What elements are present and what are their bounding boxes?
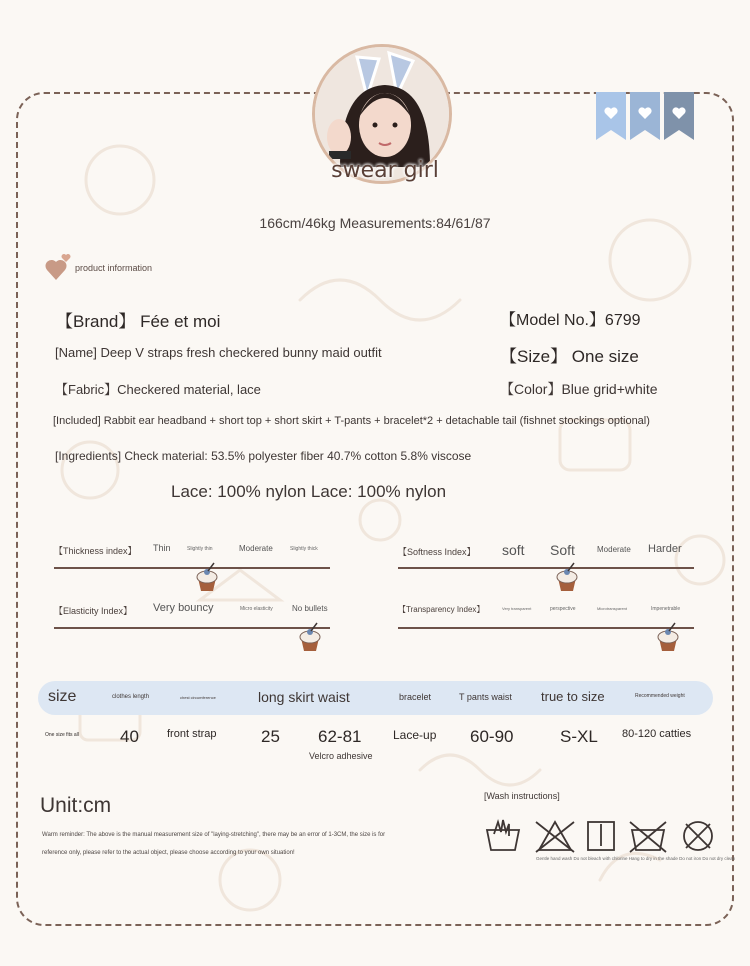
model-line: 【Model No.】6799 [500, 312, 641, 329]
thickness-scale [54, 567, 330, 569]
lace-line: Lace: 100% nylon Lace: 100% nylon [171, 482, 447, 501]
softness-opt: soft [502, 542, 525, 558]
transparency-opt: perspective [550, 606, 576, 612]
size-header: clothes length [112, 694, 150, 700]
size-header: long skirt waist [258, 689, 350, 705]
elasticity-scale [54, 627, 330, 629]
transparency-marker-icon [655, 622, 681, 652]
transparency-opt: Very transparent [502, 606, 532, 611]
thickness-opt: Thin [153, 543, 171, 553]
brand-line: 【Brand】 Fée et moi [56, 312, 221, 331]
size-value: One size fits all [45, 732, 79, 738]
size-header: T pants waist [459, 692, 512, 702]
warm-reminder-line-2: reference only, please refer to the actual object, please choose according to your own situation! [42, 850, 295, 856]
size-table-note: Velcro adhesive [309, 751, 373, 761]
size-value: 80-120 catties [622, 728, 692, 740]
size-header: true to size [541, 689, 605, 704]
softness-marker-icon [554, 562, 580, 592]
no-dry-clean-icon [684, 822, 712, 850]
transparency-opt: Impenetrable [651, 606, 681, 612]
thickness-opt: Slightly thick [290, 546, 318, 552]
wash-instructions-title: [Wash instructions] [484, 791, 560, 801]
wash-icons [484, 818, 718, 854]
softness-opt: Harder [648, 543, 682, 555]
size-header: bracelet [399, 692, 432, 702]
elasticity-opt: No bullets [292, 604, 328, 613]
softness-opt: Soft [550, 542, 575, 558]
brand-logo-text: swear girl [331, 158, 439, 183]
size-value: Lace-up [393, 728, 437, 742]
size-header: Recommended weight [635, 693, 685, 699]
included-line: [Included] Rabbit ear headband + short top + short skirt + T-pants + bracelet*2 + detachable tail (fishnet stockings optional) [53, 415, 650, 427]
hang-dry-icon [588, 822, 614, 850]
no-bleach-icon [536, 822, 574, 852]
fabric-line: 【Fabric】Checkered material, lace [55, 382, 261, 397]
transparency-opt: Microtransparent [597, 606, 628, 611]
thickness-opt: Slightly thin [187, 546, 213, 552]
size-value: front strap [167, 728, 217, 740]
softness-opt: Moderate [597, 545, 631, 554]
no-tumble-dry-icon [630, 822, 666, 852]
name-line: [Name] Deep V straps fresh checkered bunny maid outfit [55, 345, 382, 360]
size-line: 【Size】 One size [500, 347, 639, 366]
size-value: 25 [261, 727, 280, 746]
elasticity-opt: Very bouncy [153, 602, 214, 614]
size-value: 40 [120, 727, 139, 746]
color-line: 【Color】Blue grid+white [500, 381, 658, 397]
size-value: 60-90 [470, 727, 514, 746]
unit-label: Unit:cm [40, 794, 112, 817]
size-value: 62-81 [318, 727, 362, 746]
thickness-marker-icon [194, 562, 220, 592]
size-value: S-XL [560, 727, 598, 746]
transparency-label: 【Transparency Index】 [398, 605, 485, 614]
elasticity-marker-icon [297, 622, 323, 652]
warm-reminder-line-1: Warm reminder: The above is the manual measurement size of "laying-stretching", there may be an error of 1-3CM, the size is for [42, 832, 386, 838]
thickness-opt: Moderate [239, 544, 273, 553]
wash-caption: Gentle hand wash Do not bleach with chlorine Hang to dry in the shade Do not iron Do not dry clean [536, 856, 736, 861]
elasticity-opt: Micro elasticity [240, 606, 273, 612]
hand-wash-icon [487, 820, 519, 850]
hearts-icon [44, 248, 74, 282]
section-title: product information [75, 263, 153, 273]
heart-ribbons [596, 92, 694, 142]
size-header: chest circumference [180, 695, 216, 700]
softness-scale [398, 567, 694, 569]
body-measurements: 166cm/46kg Measurements:84/61/87 [259, 215, 491, 231]
size-header: size [48, 688, 77, 705]
softness-label: 【Softness Index】 [398, 547, 476, 557]
thickness-label: 【Thickness index】 [54, 546, 137, 556]
ingredients-line: [Ingredients] Check material: 53.5% polyester fiber 40.7% cotton 5.8% viscose [55, 449, 472, 463]
elasticity-label: 【Elasticity Index】 [54, 606, 133, 616]
transparency-scale [398, 627, 694, 629]
